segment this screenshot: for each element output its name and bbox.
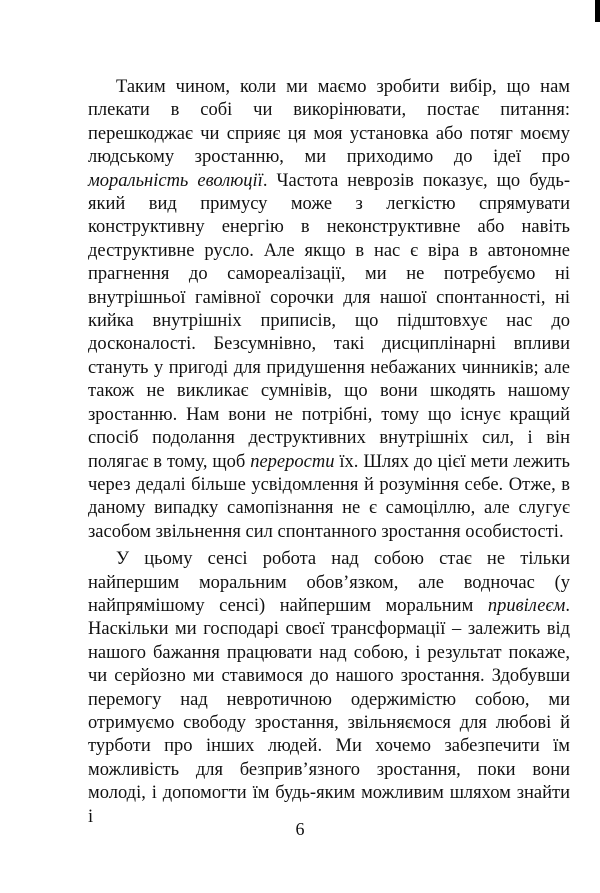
italic-emphasis: моральність еволюції <box>88 170 263 191</box>
body-text <box>88 76 570 829</box>
page-number: 6 <box>295 819 305 839</box>
text-run: Таким чином, коли ми маємо зробити вибір, що нам плекати в собі чи викорінювати, постає питання: перешкоджає чи сприяє ця моя установка або потяг моєму людському зростанню, ми приходимо до ідеї про <box>88 77 570 168</box>
paragraph-1 <box>88 76 570 544</box>
italic-emphasis: привілеєм <box>487 595 566 616</box>
paragraph-2 <box>88 548 570 829</box>
text-run: . Наскільки ми господарі своєї трансформації – залежить від нашого бажання працювати над собою, і результат покаже, чи серйозно ми ставимося до нашого зростання. Здобувши перемогу над невротичною одержимістю собою, ми отримуємо свободу зростання, звільняємося для любові й турботи про інших людей. Ми хочемо забезпечити їм можливість для безприв’язного зростання, поки вони молоді, і допомогти їм будь-яким можливим шляхом знайти і <box>88 595 570 827</box>
scan-edge-mark <box>595 0 600 22</box>
text-run: У цьому сенсі робота над собою стає не тільки найпершим моральним обов’язком, але водночас (у найпрямішому сенсі) найпершим моральним <box>88 549 570 616</box>
text-run: . Частота неврозів показує, що будь-який вид примусу може з легкістю спрямувати конструктивну енергію в неконструктивне або навіть деструктивне русло. Але якщо в нас є віра в автономне прагнення до самореалізації, ми не потребуємо ні внутрішньої гамівної сорочки для нашої спонтанності, ні кийка внутрішніх приписів, що підштовхує нас до досконалості. Безсумнівно, такі дисциплінарні впливи стануть у пригоді для придушення небажаних чинників; але також не викликає сумнівів, що вони шкодять нашому зростанню. Нам вони не потрібні, тому що існує кращий спосіб подолання деструктивних внутрішніх сил, і він полягає в тому, щоб <box>88 170 571 472</box>
italic-emphasis: перерости <box>250 451 335 472</box>
text-run: їх. Шлях до цієї мети лежить через дедалі більше усвідомлення й розуміння себе. Отже, в даному випадку самопізнання не є самоціллю, але слугує засобом звільнення сил спонтанного зростання особистості. <box>88 451 570 542</box>
